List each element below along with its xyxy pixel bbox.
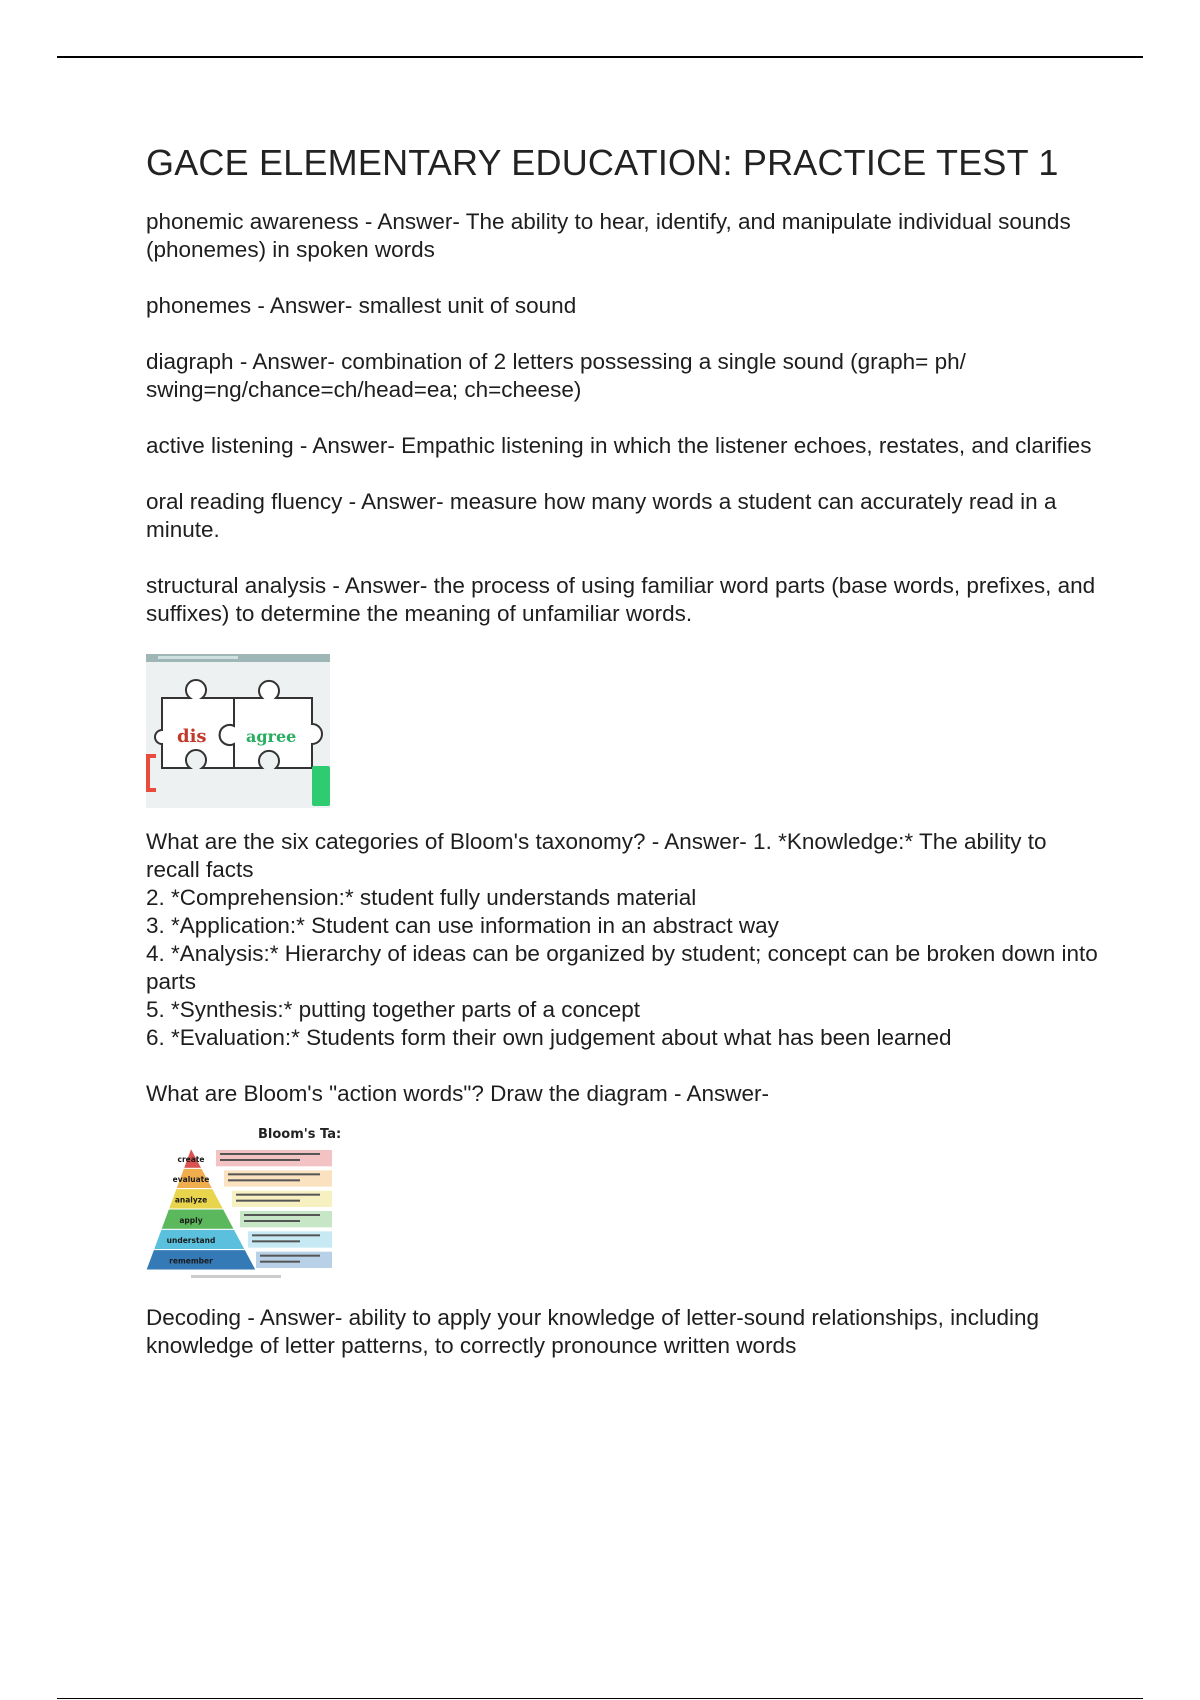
bottom-rule: [57, 1698, 1143, 1699]
pyramid-label-remember: remember: [169, 1256, 213, 1266]
pyramid-label-understand: understand: [166, 1236, 216, 1246]
pyramid-desc-create: [216, 1150, 332, 1166]
pyramid-desc-apply: [240, 1211, 332, 1227]
pyramid-desc-line: [236, 1194, 320, 1196]
puzzle-accent-green: [312, 766, 330, 806]
pyramid-label-analyze: analyze: [174, 1195, 208, 1205]
page-title: GACE ELEMENTARY EDUCATION: PRACTICE TEST 1: [146, 142, 1059, 183]
puzzle-text-agree: agree: [246, 727, 297, 746]
pyramid-desc-analyze: [232, 1191, 332, 1207]
pyramid-desc-evaluate: [224, 1170, 332, 1186]
bloom-taxonomy-question: [146, 828, 1106, 1052]
bloom-line-1: What are the six categories of Bloom's taxonomy? - Answer- 1. *Knowledge:* The ability to recall facts: [146, 829, 1047, 882]
entry-phonemes: phonemes - Answer- smallest unit of sound: [146, 293, 577, 318]
bloom-line-2: 2. *Comprehension:* student fully understands material: [146, 885, 697, 910]
entry-active-listening: active listening - Answer- Empathic listening in which the listener echoes, restates, and clarifies: [146, 433, 1092, 458]
pyramid-desc-line: [228, 1179, 300, 1181]
pyramid-desc-remember: [256, 1252, 332, 1268]
pyramid-desc-line: [260, 1255, 320, 1257]
pyramid-desc-line: [228, 1173, 320, 1175]
pyramid-desc-line: [244, 1214, 320, 1216]
pyramid-desc-line: [220, 1153, 320, 1155]
pyramid-label-apply: apply: [179, 1215, 203, 1225]
pyramid-label-create: create: [177, 1154, 205, 1164]
pyramid-desc-line: [220, 1159, 300, 1161]
bloom-line-3: 3. *Application:* Student can use information in an abstract way: [146, 913, 779, 938]
pyramid-desc-line: [252, 1234, 320, 1236]
entry-diagraph: diagraph - Answer- combination of 2 letters possessing a single sound (graph= ph/ swing=ng/chance=ch/head=ea; ch=cheese): [146, 349, 966, 402]
entry-structural-analysis: structural analysis - Answer- the process of using familiar word parts (base words, prefixes, and suffixes) to determine the meaning of unfamiliar words.: [146, 573, 1096, 626]
bloom-line-4: 4. *Analysis:* Hierarchy of ideas can be organized by student; concept can be broken down into parts: [146, 941, 1098, 994]
action-words-question: What are Bloom's "action words"? Draw the diagram - Answer-: [146, 1081, 770, 1106]
bloom-line-5: 5. *Synthesis:* putting together parts of a concept: [146, 997, 641, 1022]
entry-phonemic-awareness: phonemic awareness - Answer- The ability to hear, identify, and manipulate individual sounds (phonemes) in spoken words: [146, 209, 1071, 262]
pyramid-desc-line: [244, 1220, 300, 1222]
entry-decoding: Decoding - Answer- ability to apply your knowledge of letter-sound relationships, including knowledge of letter patterns, to correctly pronounce written words: [146, 1305, 1039, 1358]
bloom-line-6: 6. *Evaluation:* Students form their own judgement about what has been learned: [146, 1025, 952, 1050]
entry-oral-reading-fluency: oral reading fluency - Answer- measure how many words a student can accurately read in a minute.: [146, 489, 1057, 542]
top-rule: [57, 56, 1143, 58]
puzzle-text-dis: dis: [177, 726, 207, 747]
bloom-figure-title: Bloom's Ta:: [258, 1127, 342, 1142]
pyramid-desc-line: [252, 1240, 300, 1242]
puzzle-image: [146, 654, 1106, 808]
pyramid-desc-understand: [248, 1231, 332, 1247]
document-body: [146, 142, 1106, 1388]
pyramid-desc-line: [236, 1200, 300, 1202]
bloom-pyramid-image: [146, 1120, 1106, 1284]
pyramid-desc-line: [260, 1261, 300, 1263]
pyramid-label-evaluate: evaluate: [172, 1175, 210, 1185]
